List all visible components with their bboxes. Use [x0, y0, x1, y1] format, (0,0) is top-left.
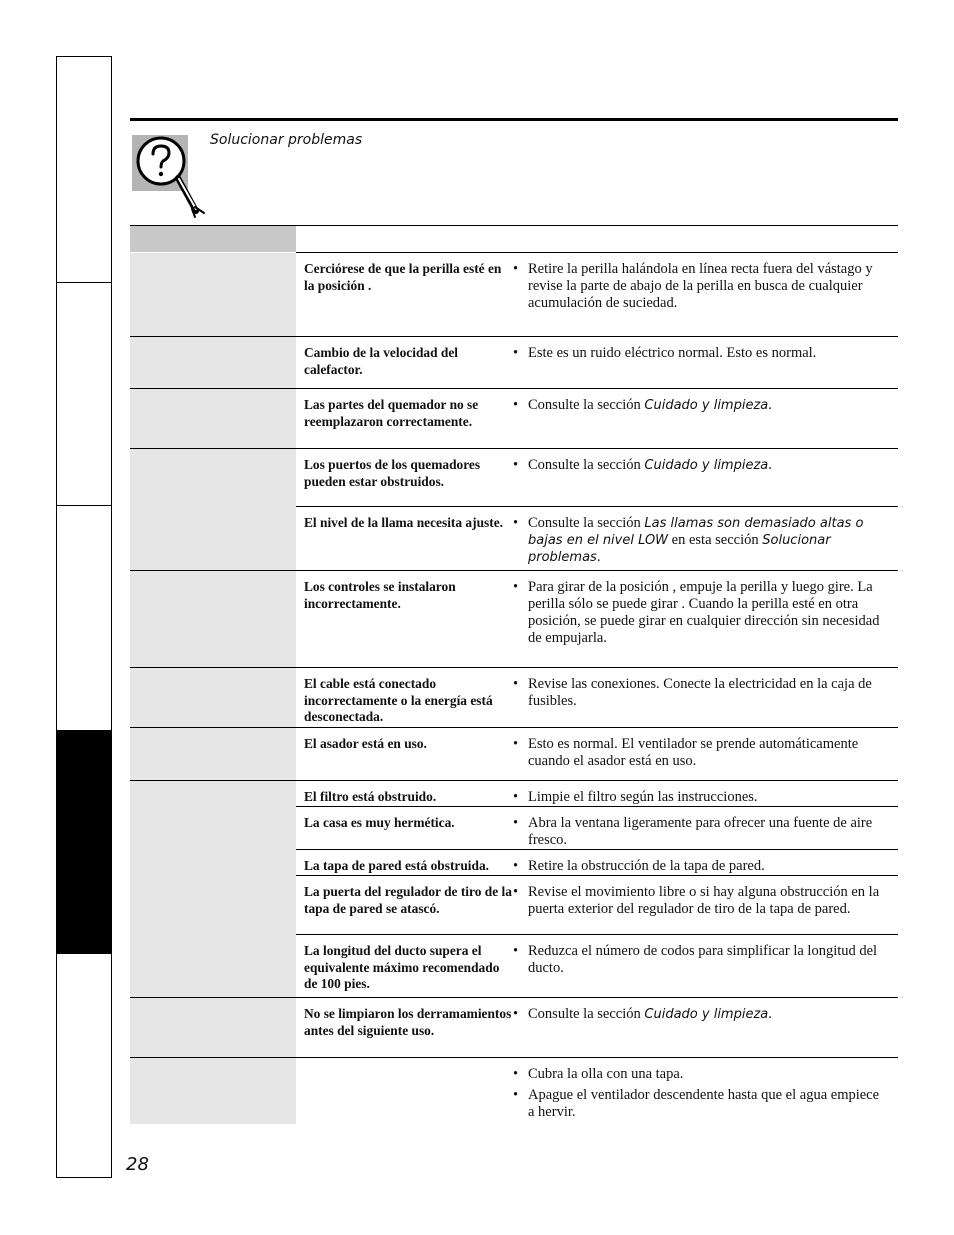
bullet-icon: • [513, 515, 519, 531]
tab-section-2 [57, 283, 111, 506]
possible-cause: Las partes del quemador no se reemplazaron correctamente. [304, 397, 479, 429]
solution-item [513, 815, 885, 849]
cause-solution-row [296, 253, 898, 337]
solution-item [513, 1087, 885, 1121]
bullet-icon: • [513, 943, 519, 959]
solution-list [513, 515, 885, 570]
solution-text: . [768, 457, 772, 473]
section-reference: Solucionar problemas [528, 533, 831, 565]
section-reference: Cuidado y limpieza [644, 458, 769, 473]
solution-text: Cubra la olla con una tapa. [528, 1066, 684, 1082]
solution-text: Apague el ventilador descendente hasta que el agua empiece a hervir. [528, 1087, 880, 1120]
bullet-icon: • [513, 858, 519, 874]
solution-list [513, 345, 885, 366]
possible-cause: El asador está en uso. [304, 736, 427, 751]
solution-item [513, 789, 885, 806]
solution-item [513, 261, 885, 312]
solution-item [513, 736, 885, 770]
bullet-icon: • [513, 397, 519, 413]
solution-text: Para girar de la posición , empuje la perilla y luego gire. La perilla sólo se puede girar . Cuando la perilla esté en otra posición, se puede girar en cualquier dirección sin necesidad de empujarla. [528, 579, 880, 646]
solution-item [513, 397, 885, 414]
table-row [130, 781, 898, 998]
cause-solution-row [296, 728, 898, 781]
problem-cell [130, 571, 296, 668]
section-reference: Las llamas son demasiado altas o bajas en el nivel LOW [528, 516, 864, 548]
solution-item [513, 345, 885, 362]
possible-cause: No se limpiaron los derramamientos antes del siguiente uso. [304, 1006, 512, 1038]
table-row [130, 728, 898, 781]
bullet-icon: • [513, 579, 519, 595]
solution-item [513, 943, 885, 977]
possible-cause: La longitud del ducto supera el equivalente máximo recomendado de 100 pies. [304, 943, 500, 991]
bullet-icon: • [513, 789, 519, 805]
solution-text: Esto es normal. El ventilador se prende automáticamente cuando el asador está en uso. [528, 736, 859, 769]
table-row [130, 571, 898, 668]
troubleshooting-magnifier-icon [132, 135, 206, 221]
solution-text: en esta sección [668, 532, 763, 548]
possible-cause: Cambio de la velocidad del calefactor. [304, 345, 458, 377]
solution-text: Limpie el filtro según las instrucciones. [528, 789, 758, 805]
table-row [130, 253, 898, 337]
solution-list [513, 1006, 885, 1027]
solution-list [513, 943, 885, 981]
possible-cause: La casa es muy hermética. [304, 815, 455, 830]
bullet-icon: • [513, 457, 519, 473]
solution-list [513, 579, 885, 651]
bullet-icon: • [513, 345, 519, 361]
solution-item [513, 515, 885, 566]
solution-text: Este es un ruido eléctrico normal. Esto es normal. [528, 345, 817, 361]
problem-cell [130, 1058, 296, 1124]
solution-text: Revise las conexiones. Conecte la electricidad en la caja de fusibles. [528, 676, 872, 709]
cause-solution-row [296, 389, 898, 449]
cause-solution-row [296, 935, 898, 998]
problem-cell [130, 389, 296, 449]
solution-text: Retire la obstrucción de la tapa de pared. [528, 858, 765, 874]
table-row [130, 337, 898, 389]
cause-solution-row [296, 876, 898, 935]
table-row [130, 998, 898, 1058]
cause-solution-row [296, 998, 898, 1058]
solution-list [513, 884, 885, 922]
problem-cell [130, 781, 296, 998]
top-rule [130, 118, 898, 121]
solution-list [513, 397, 885, 418]
bullet-icon: • [513, 261, 519, 277]
bullet-icon: • [513, 736, 519, 752]
problem-cell [130, 728, 296, 781]
possible-cause: El nivel de la llama necesita ajuste. [304, 515, 503, 530]
cause-solution-row [296, 507, 898, 571]
solution-list [513, 261, 885, 316]
table-row [130, 668, 898, 728]
solution-text: Abra la ventana ligeramente para ofrecer una fuente de aire fresco. [528, 815, 873, 848]
problem-cell [130, 337, 296, 389]
possible-cause: La tapa de pared está obstruida. [304, 858, 490, 873]
possible-cause: Cerciórese de que la perilla esté en la posición . [304, 261, 502, 293]
section-reference: Cuidado y limpieza [644, 398, 769, 413]
section-reference: Cuidado y limpieza [644, 1007, 769, 1022]
problem-cell [130, 668, 296, 728]
cause-solution-row [296, 668, 898, 728]
solution-text: Reduzca el número de codos para simplificar la longitud del ducto. [528, 943, 878, 976]
tab-section-5 [57, 954, 111, 1179]
cause-solution-row [296, 449, 898, 507]
tab-section-1 [57, 57, 111, 283]
cause-solution-row [296, 781, 898, 807]
solution-item [513, 676, 885, 710]
cause-solution-row [296, 850, 898, 876]
section-title: Solucionar problemas [210, 132, 363, 148]
solution-text: Consulte la sección [528, 1006, 645, 1022]
solution-text: Consulte la sección [528, 397, 645, 413]
bullet-icon: • [513, 1087, 519, 1103]
possible-cause: Los controles se instalaron incorrectamente. [304, 579, 456, 611]
cause-solution-row [296, 1058, 898, 1124]
bullet-icon: • [513, 1006, 519, 1022]
table-row [130, 389, 898, 449]
tab-section-active [57, 730, 111, 954]
table-row [130, 449, 898, 571]
solution-text: Consulte la sección [528, 457, 645, 473]
solution-text: Revise el movimiento libre o si hay alguna obstrucción en la puerta exterior del regulador de tiro de la tapa de pared. [528, 884, 880, 917]
table-header-cell [130, 226, 296, 252]
solution-text: . [768, 397, 772, 413]
solution-text: . [596, 549, 601, 565]
bullet-icon: • [513, 884, 519, 900]
solution-text: Consulte la sección [528, 515, 645, 531]
possible-cause: Los puertos de los quemadores pueden estar obstruidos. [304, 457, 481, 489]
solution-list [513, 457, 885, 478]
table-row [130, 1058, 898, 1124]
possible-cause: El filtro está obstruido. [304, 789, 437, 804]
bullet-icon: • [513, 1066, 519, 1082]
solution-list [513, 815, 885, 853]
solution-item [513, 858, 885, 875]
cause-solution-row [296, 807, 898, 850]
possible-cause: La puerta del regulador de tiro de la tapa de pared se atascó. [304, 884, 512, 916]
tab-section-3 [57, 506, 111, 730]
problem-cell [130, 253, 296, 337]
solution-list [513, 676, 885, 714]
problem-cell [130, 449, 296, 571]
solution-text: . [768, 1006, 772, 1022]
problem-cell [130, 998, 296, 1058]
solution-item [513, 579, 885, 647]
bullet-icon: • [513, 815, 519, 831]
solution-item [513, 1066, 885, 1083]
bullet-icon: • [513, 676, 519, 692]
cause-solution-row [296, 337, 898, 389]
solution-item [513, 1006, 885, 1023]
section-tab-sidebar [56, 56, 112, 1178]
solution-item [513, 884, 885, 918]
possible-cause: El cable está conectado incorrectamente o la energía está desconectada. [304, 676, 493, 724]
solution-list [513, 1066, 885, 1125]
solution-text: Retire la perilla halándola en línea recta fuera del vástago y revise la parte de abajo de la perilla en busca de cualquier acumulación de suciedad. [528, 261, 873, 311]
page-number: 28 [126, 1154, 149, 1175]
cause-solution-row [296, 571, 898, 668]
solution-item [513, 457, 885, 474]
solution-list [513, 736, 885, 774]
